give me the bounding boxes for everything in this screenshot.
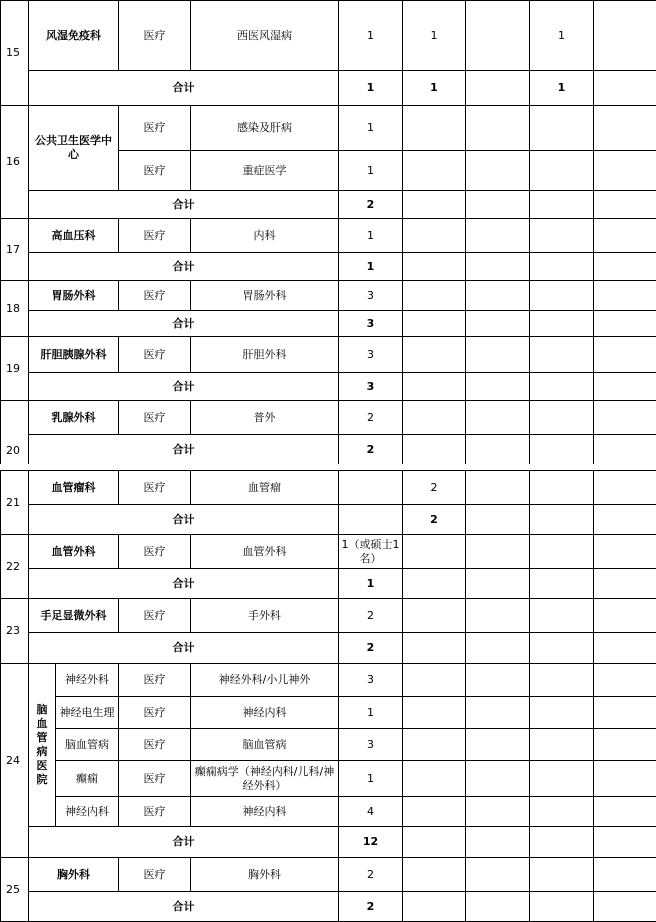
- category-cell: 医疗: [119, 761, 191, 797]
- empty-cell: [466, 664, 530, 697]
- total-row: [1, 633, 656, 664]
- empty-cell: [530, 892, 594, 922]
- category-cell: 医疗: [119, 797, 191, 827]
- empty-cell: [530, 797, 594, 827]
- table-row: [1, 281, 656, 311]
- department-name: 胃肠外科: [29, 281, 119, 311]
- empty-cell: [403, 633, 466, 664]
- department-name: [29, 664, 56, 827]
- empty-cell: [466, 281, 530, 311]
- sub-department: 神经电生理: [56, 697, 119, 729]
- major-cell: 感染及肝病: [191, 106, 339, 151]
- empty-cell: [594, 71, 656, 106]
- major-cell: 普外: [191, 401, 339, 435]
- department-name: 胸外科: [29, 858, 119, 892]
- empty-cell: [530, 311, 594, 337]
- total-label: 合计: [29, 892, 339, 922]
- total-value: 2: [339, 892, 403, 922]
- table-row: [1, 797, 656, 827]
- category-cell: 医疗: [119, 858, 191, 892]
- total-row: [1, 71, 656, 106]
- count-cell: 3: [339, 337, 403, 373]
- empty-cell: [594, 761, 656, 797]
- department-name-vertical: 脑血管病医院: [36, 703, 48, 786]
- total-value: 1: [339, 569, 403, 599]
- category-cell: 医疗: [119, 106, 191, 151]
- empty-cell: [594, 311, 656, 337]
- empty-cell: [466, 827, 530, 858]
- empty-cell: [530, 858, 594, 892]
- empty-cell: [594, 827, 656, 858]
- empty-cell: [466, 633, 530, 664]
- empty-cell: [594, 373, 656, 401]
- empty-cell: [403, 281, 466, 311]
- total-label: 合计: [29, 311, 339, 337]
- empty-cell: [466, 858, 530, 892]
- empty-cell: [530, 253, 594, 281]
- total-label: 合计: [29, 191, 339, 219]
- category-cell: 医疗: [119, 471, 191, 505]
- empty-cell: [530, 151, 594, 191]
- empty-cell: [403, 337, 466, 373]
- total-row: [1, 311, 656, 337]
- major-cell: 胸外科: [191, 858, 339, 892]
- department-name: 手足显微外科: [29, 599, 119, 633]
- table-row: [1, 1, 656, 71]
- empty-cell: [594, 471, 656, 505]
- category-cell: 医疗: [119, 729, 191, 761]
- total-value: 1: [339, 71, 403, 106]
- total-label: 合计: [29, 71, 339, 106]
- empty-cell: [403, 373, 466, 401]
- empty-cell: [403, 797, 466, 827]
- department-name: 血管瘤科: [29, 471, 119, 505]
- total-row: [1, 505, 656, 535]
- empty-cell: [530, 761, 594, 797]
- table-row: [1, 535, 656, 569]
- count-cell: 3: [339, 281, 403, 311]
- major-cell: 脑血管病: [191, 729, 339, 761]
- empty-cell: [530, 106, 594, 151]
- major-cell: 重症医学: [191, 151, 339, 191]
- empty-cell: [594, 797, 656, 827]
- empty-cell: [530, 219, 594, 253]
- empty-cell: [466, 219, 530, 253]
- table-row: [1, 858, 656, 892]
- empty-cell: [530, 281, 594, 311]
- table-row: [1, 401, 656, 435]
- empty-cell: [530, 569, 594, 599]
- total-value: 2: [339, 633, 403, 664]
- count-cell: 4: [339, 797, 403, 827]
- major-cell: 血管外科: [191, 535, 339, 569]
- count-cell: 1: [339, 151, 403, 191]
- empty-cell: [594, 1, 656, 71]
- empty-cell: [466, 569, 530, 599]
- category-cell: 医疗: [119, 281, 191, 311]
- major-cell: 神经内科: [191, 797, 339, 827]
- table-row: [1, 471, 656, 505]
- empty-cell: [466, 435, 530, 465]
- major-cell: 西医风湿病: [191, 1, 339, 71]
- empty-cell: [530, 827, 594, 858]
- empty-cell: [403, 435, 466, 465]
- count-cell: 2: [339, 599, 403, 633]
- major-cell: 血管瘤: [191, 471, 339, 505]
- empty-cell: [403, 827, 466, 858]
- major-cell: 肝胆外科: [191, 337, 339, 373]
- empty-cell: [403, 858, 466, 892]
- count-cell: 3: [339, 729, 403, 761]
- sub-department: 癫痫: [56, 761, 119, 797]
- empty-cell: [594, 892, 656, 922]
- count-cell: 1: [339, 219, 403, 253]
- empty-cell: [530, 435, 594, 465]
- empty-cell: [403, 761, 466, 797]
- department-name: 风湿免疫科: [29, 1, 119, 71]
- total-value: 12: [339, 827, 403, 858]
- total-value: 1: [339, 253, 403, 281]
- row-number: 18: [1, 281, 29, 337]
- empty-cell: [530, 697, 594, 729]
- total-label: 合计: [29, 505, 339, 535]
- empty-cell: [339, 505, 403, 535]
- total-value: 3: [339, 373, 403, 401]
- empty-cell: [466, 106, 530, 151]
- empty-cell: [466, 151, 530, 191]
- empty-cell: [466, 1, 530, 71]
- count-cell: 1: [339, 1, 403, 71]
- empty-cell: [594, 697, 656, 729]
- empty-cell: [594, 106, 656, 151]
- category-cell: 医疗: [119, 535, 191, 569]
- count-cell: 2: [403, 471, 466, 505]
- empty-cell: [530, 191, 594, 219]
- row-number: 21: [1, 471, 29, 535]
- table-row: [1, 664, 656, 697]
- empty-cell: [466, 729, 530, 761]
- empty-cell: [466, 761, 530, 797]
- empty-cell: [403, 729, 466, 761]
- total-value: 2: [403, 505, 466, 535]
- empty-cell: [466, 191, 530, 219]
- empty-cell: [594, 253, 656, 281]
- category-cell: 医疗: [119, 401, 191, 435]
- empty-cell: [403, 151, 466, 191]
- empty-cell: [466, 71, 530, 106]
- empty-cell: [466, 311, 530, 337]
- empty-cell: [594, 633, 656, 664]
- table-row: [1, 761, 656, 797]
- category-cell: 医疗: [119, 337, 191, 373]
- sub-department: 脑血管病: [56, 729, 119, 761]
- table-row: [1, 106, 656, 151]
- empty-cell: [403, 664, 466, 697]
- empty-cell: [466, 535, 530, 569]
- row-number: 25: [1, 858, 29, 922]
- major-cell: 手外科: [191, 599, 339, 633]
- category-cell: 医疗: [119, 1, 191, 71]
- total-value: 1: [530, 71, 594, 106]
- major-cell: 神经外科/小儿神外: [191, 664, 339, 697]
- empty-cell: [466, 599, 530, 633]
- total-row: [1, 435, 656, 465]
- row-number: 20: [1, 401, 29, 465]
- recruitment-table-part-2: [0, 470, 656, 922]
- count-cell: 1: [403, 1, 466, 71]
- sub-department: 神经外科: [56, 664, 119, 697]
- count-cell: 1: [339, 697, 403, 729]
- total-label: 合计: [29, 827, 339, 858]
- table-row: [1, 599, 656, 633]
- empty-cell: [594, 569, 656, 599]
- empty-cell: [466, 401, 530, 435]
- table-row: [1, 697, 656, 729]
- row-number: 17: [1, 219, 29, 281]
- empty-cell: [403, 535, 466, 569]
- total-label: 合计: [29, 253, 339, 281]
- row-number: 23: [1, 599, 29, 664]
- empty-cell: [466, 892, 530, 922]
- empty-cell: [530, 664, 594, 697]
- department-name: 乳腺外科: [29, 401, 119, 435]
- empty-cell: [403, 401, 466, 435]
- department-name: 公共卫生医学中心: [29, 106, 119, 191]
- empty-cell: [594, 858, 656, 892]
- total-value: 2: [339, 191, 403, 219]
- table-row: [1, 337, 656, 373]
- count-cell: 3: [339, 664, 403, 697]
- empty-cell: [466, 373, 530, 401]
- empty-cell: [594, 219, 656, 253]
- category-cell: 医疗: [119, 151, 191, 191]
- row-number: 24: [1, 664, 29, 858]
- empty-cell: [594, 435, 656, 465]
- major-cell: 神经内科: [191, 697, 339, 729]
- total-value: 2: [339, 435, 403, 465]
- empty-cell: [339, 471, 403, 505]
- total-label: 合计: [29, 569, 339, 599]
- empty-cell: [530, 337, 594, 373]
- department-name: 高血压科: [29, 219, 119, 253]
- category-cell: 医疗: [119, 219, 191, 253]
- empty-cell: [466, 797, 530, 827]
- empty-cell: [466, 471, 530, 505]
- empty-cell: [594, 151, 656, 191]
- empty-cell: [403, 892, 466, 922]
- department-name: 血管外科: [29, 535, 119, 569]
- major-cell: 癫痫病学（神经内科/儿科/神经外科）: [191, 761, 339, 797]
- empty-cell: [530, 373, 594, 401]
- category-cell: 医疗: [119, 697, 191, 729]
- empty-cell: [403, 569, 466, 599]
- department-name: 肝胆胰腺外科: [29, 337, 119, 373]
- empty-cell: [594, 599, 656, 633]
- total-row: [1, 569, 656, 599]
- count-cell: 2: [339, 858, 403, 892]
- table-row: [1, 219, 656, 253]
- count-cell: 2: [339, 401, 403, 435]
- total-label: 合计: [29, 435, 339, 465]
- empty-cell: [403, 106, 466, 151]
- empty-cell: [594, 505, 656, 535]
- empty-cell: [466, 337, 530, 373]
- empty-cell: [530, 401, 594, 435]
- empty-cell: [403, 599, 466, 633]
- category-cell: 医疗: [119, 599, 191, 633]
- empty-cell: [530, 633, 594, 664]
- empty-cell: [403, 697, 466, 729]
- empty-cell: [403, 253, 466, 281]
- empty-cell: [530, 471, 594, 505]
- empty-cell: [594, 729, 656, 761]
- empty-cell: [530, 599, 594, 633]
- empty-cell: [594, 401, 656, 435]
- count-cell: 1: [530, 1, 594, 71]
- sub-department: 神经内科: [56, 797, 119, 827]
- count-cell: 1（或硕士1名）: [339, 535, 403, 569]
- empty-cell: [466, 505, 530, 535]
- empty-cell: [466, 253, 530, 281]
- empty-cell: [530, 505, 594, 535]
- row-number: 16: [1, 106, 29, 219]
- empty-cell: [403, 219, 466, 253]
- table-row: [1, 729, 656, 761]
- row-number: 19: [1, 337, 29, 401]
- major-cell: 内科: [191, 219, 339, 253]
- major-cell: 胃肠外科: [191, 281, 339, 311]
- row-number: 22: [1, 535, 29, 599]
- total-value: 3: [339, 311, 403, 337]
- empty-cell: [403, 191, 466, 219]
- total-label: 合计: [29, 633, 339, 664]
- row-number: 15: [1, 1, 29, 106]
- empty-cell: [594, 191, 656, 219]
- empty-cell: [403, 311, 466, 337]
- category-cell: 医疗: [119, 664, 191, 697]
- empty-cell: [594, 281, 656, 311]
- empty-cell: [466, 697, 530, 729]
- count-cell: 1: [339, 106, 403, 151]
- empty-cell: [530, 729, 594, 761]
- empty-cell: [594, 664, 656, 697]
- total-row: [1, 373, 656, 401]
- total-label: 合计: [29, 373, 339, 401]
- total-row: [1, 253, 656, 281]
- total-row: [1, 191, 656, 219]
- empty-cell: [594, 337, 656, 373]
- total-value: 1: [403, 71, 466, 106]
- total-row: [1, 892, 656, 922]
- empty-cell: [594, 535, 656, 569]
- empty-cell: [530, 535, 594, 569]
- count-cell: 1: [339, 761, 403, 797]
- total-row: [1, 827, 656, 858]
